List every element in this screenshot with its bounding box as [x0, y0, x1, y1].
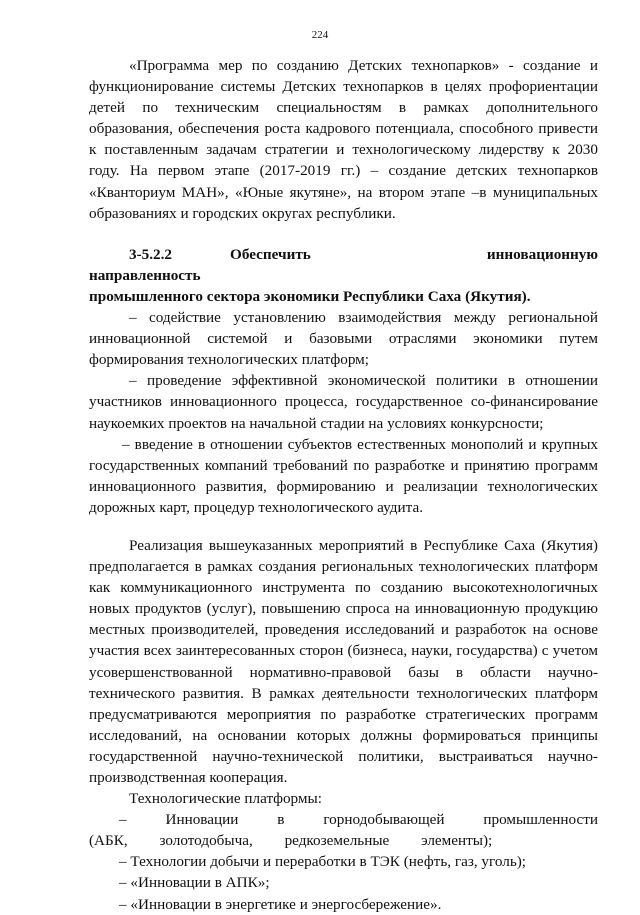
platforms-list [89, 809, 598, 914]
section-item-2: – проведение эффективной экономической политики в отношении участников инновационного процесса, государственное со-финансирование наукоемких проектов на начальной стадии на условиях конкурсности; [89, 372, 598, 432]
page-number: 224 [311, 29, 329, 41]
platforms-intro: Технологические платформы: [129, 790, 322, 808]
section-heading [89, 244, 598, 286]
platform-item-4: – «Инновации в энергетике и энергосбережение». [119, 895, 442, 913]
spacer [89, 518, 598, 535]
intro-paragraph: «Программа мер по созданию Детских технопарков» - создание и функционирование системы Детских технопарков в целях профориентации детей по техническим специальностям в рамках дополнительного образования, обеспечения роста кадрового потенциала, способного привести к поставленным задачам стратегии и технологическому лидерству к 2030 году. На первом этапе (2017-2019 гг.) – создание детских технопарков «Кванториум МАН», «Юные якутяне», на втором этапе –в муниципальных образованиях и городских округах республики. [89, 57, 598, 222]
section-code: 3-5.2.2 [129, 245, 173, 263]
page-content [89, 55, 598, 915]
spacer [89, 224, 598, 244]
platform-item-3: – «Инновации в АПК»; [119, 874, 270, 892]
section-title-line1: Обеспечить инновационную направленность [89, 245, 598, 284]
implementation-paragraph: Реализация вышеуказанных мероприятий в Республике Саха (Якутия) предполагается в рамках создания региональных технологических платформ как коммуникационного инструмента по созданию высокотехнологичных новых продуктов (услуг), повышению спроса на инновационную продукцию местных производителей, проведения исследований и разработок на основе участия всех заинтересованных сторон (бизнеса, науки, государства) с учетом усовершенствованной нормативно-правовой базы в области научно-технического развития. В рамках деятельности технологических платформ предусматриваются мероприятия по разработке стратегических программ исследований, на основании которых должны формироваться принципы государственной научно-технической политики, выстраиваться научно-производственная кооперация. [89, 536, 598, 786]
section-item-1: – содействие установлению взаимодействия между региональной инновационной системой и базовыми отраслями экономики путем формирования технологических платформ; [89, 309, 598, 369]
section-title-line2: промышленного сектора экономики Республики Саха (Якутия). [89, 287, 531, 305]
section-item-3: – введение в отношении субъектов естественных монополий и крупных государственных компаний требований по разработке и принятию программ инновационного развития, формированию и реализации технологических дорожных карт, процедур технологического аудита. [89, 435, 598, 516]
platform-item-2: – Технологии добычи и переработки в ТЭК (нефть, газ, уголь); [119, 853, 527, 871]
platform-item-1: – Инновации в горнодобывающей промышленности (АБК, золотодобыча, редкоземельные элементы); [89, 811, 598, 850]
